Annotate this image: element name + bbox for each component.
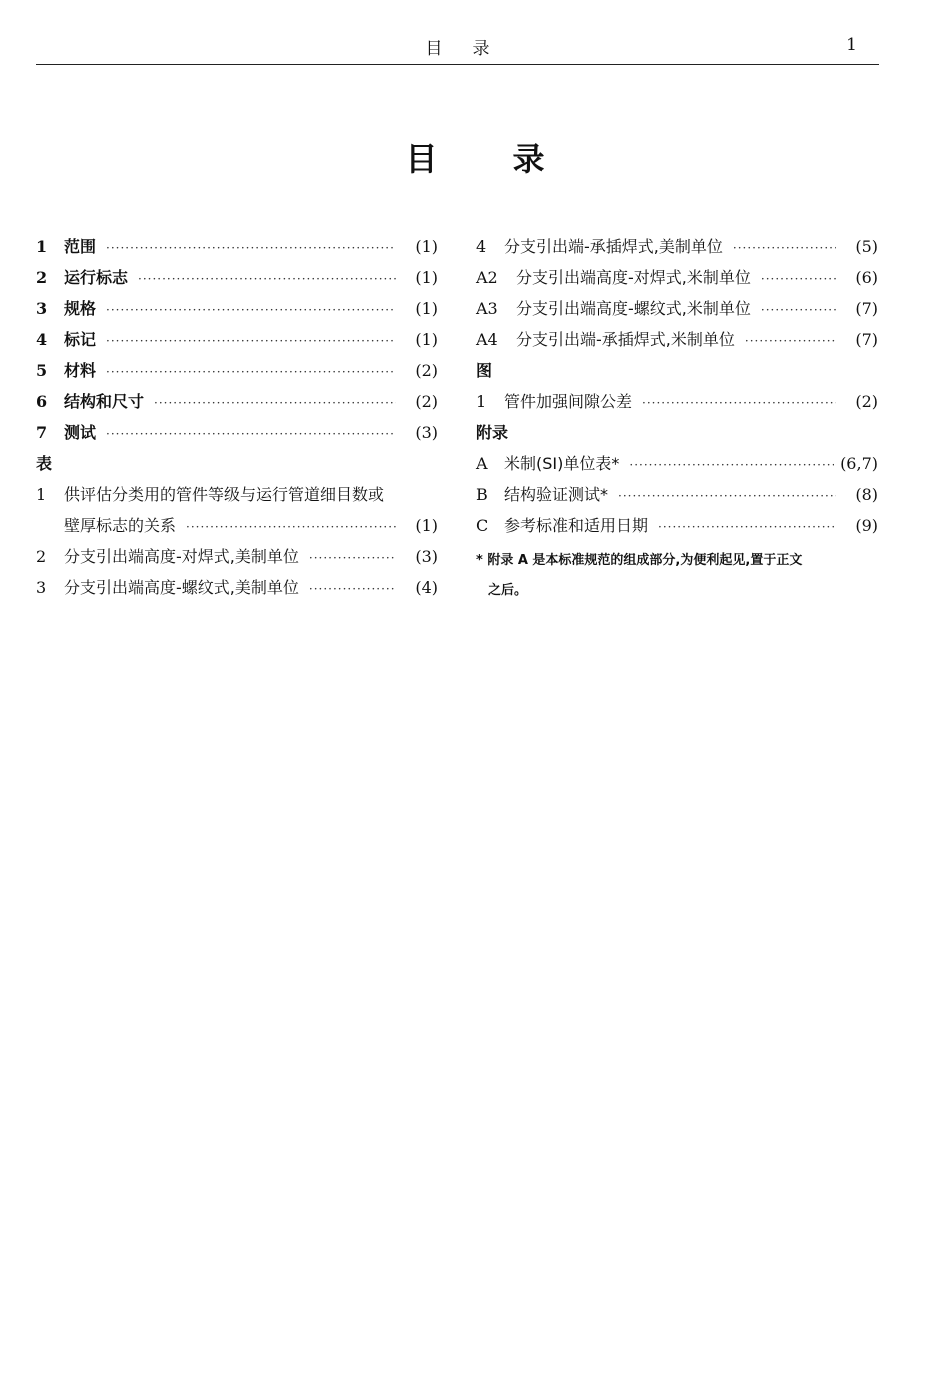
entry-label: 壁厚标志的关系 xyxy=(64,516,177,535)
entry-number: 2 xyxy=(36,547,47,566)
entry-number: 3 xyxy=(36,578,47,597)
entry-page: (7) xyxy=(855,330,878,349)
entry-number: 1 xyxy=(36,237,48,256)
dot-leader xyxy=(154,396,396,410)
toc-left-column xyxy=(36,234,438,606)
entry-label: 分支引出端-承插焊式,美制单位 xyxy=(504,237,723,256)
entry-number: 1 xyxy=(36,485,47,504)
dot-leader xyxy=(309,551,396,565)
entry-number: 4 xyxy=(476,237,487,256)
toc-entry[interactable] xyxy=(36,482,438,513)
toc-entry[interactable] xyxy=(36,420,438,451)
page-title: 目录 xyxy=(405,140,620,178)
dot-leader xyxy=(618,489,836,503)
entry-label: 分支引出端-承插焊式,米制单位 xyxy=(516,330,735,349)
entry-number: A3 xyxy=(476,299,498,318)
dot-leader xyxy=(106,241,396,255)
entry-page: (8) xyxy=(855,485,878,504)
footnote xyxy=(476,546,878,606)
footnote-line: 之后。 xyxy=(488,583,528,598)
entry-label: 运行标志 xyxy=(64,268,129,287)
entry-number: 3 xyxy=(36,299,48,318)
entry-page: (3) xyxy=(415,547,438,566)
entry-label: 范围 xyxy=(64,237,97,256)
dot-leader xyxy=(642,396,836,410)
dot-leader xyxy=(629,458,834,472)
entry-label: 分支引出端高度-螺纹式,米制单位 xyxy=(516,299,751,318)
entry-number: 6 xyxy=(36,392,48,411)
toc-entry[interactable] xyxy=(476,265,878,296)
entry-number: 1 xyxy=(476,392,487,411)
entry-label: 材料 xyxy=(64,361,97,380)
entry-label: 结构验证测试* xyxy=(504,485,609,504)
entry-page: (5) xyxy=(855,237,878,256)
toc-entry-continuation[interactable] xyxy=(36,513,438,544)
entry-label: 参考标准和适用日期 xyxy=(504,516,649,535)
entry-label: 分支引出端高度-对焊式,美制单位 xyxy=(64,547,299,566)
toc-right-column xyxy=(476,234,878,606)
entry-label: 供评估分类用的管件等级与运行管道细目数或 xyxy=(64,485,385,504)
toc-entry[interactable] xyxy=(36,358,438,389)
toc-entry[interactable] xyxy=(36,389,438,420)
entry-label: 测试 xyxy=(64,423,97,442)
entry-page: (6,7) xyxy=(840,454,878,473)
dot-leader xyxy=(733,241,836,255)
toc-entry[interactable] xyxy=(476,234,878,265)
toc-entry[interactable] xyxy=(36,544,438,575)
entry-label: 结构和尺寸 xyxy=(64,392,145,411)
dot-leader xyxy=(186,520,396,534)
entry-label: 规格 xyxy=(64,299,97,318)
appendix-heading: 附录 xyxy=(476,423,509,442)
running-header xyxy=(36,34,879,65)
entry-page: (1) xyxy=(415,330,438,349)
toc-entry[interactable] xyxy=(476,513,878,544)
entry-number: 4 xyxy=(36,330,48,349)
dot-leader xyxy=(106,427,396,441)
dot-leader xyxy=(309,582,396,596)
entry-page: (3) xyxy=(415,423,438,442)
dot-leader xyxy=(106,365,396,379)
entry-page: (2) xyxy=(415,361,438,380)
entry-label: 管件加强间隙公差 xyxy=(504,392,633,411)
figures-heading: 图 xyxy=(476,361,493,380)
toc-entry[interactable] xyxy=(476,482,878,513)
toc-entry[interactable] xyxy=(36,265,438,296)
entry-page: (1) xyxy=(415,237,438,256)
entry-label: 分支引出端高度-对焊式,米制单位 xyxy=(516,268,751,287)
dot-leader xyxy=(138,272,396,286)
entry-number: B xyxy=(476,485,488,504)
entry-page: (1) xyxy=(415,268,438,287)
dot-leader xyxy=(761,272,836,286)
entry-number: A2 xyxy=(476,268,498,287)
entry-number: 5 xyxy=(36,361,48,380)
dot-leader xyxy=(106,303,396,317)
entry-page: (7) xyxy=(855,299,878,318)
toc-entry[interactable] xyxy=(476,451,878,482)
dot-leader xyxy=(106,334,396,348)
page-number: 1 xyxy=(846,35,857,55)
toc-entry[interactable] xyxy=(36,296,438,327)
toc-entry[interactable] xyxy=(476,327,878,358)
toc-entry[interactable] xyxy=(36,234,438,265)
toc-entry[interactable] xyxy=(36,575,438,606)
dot-leader xyxy=(745,334,836,348)
dot-leader xyxy=(761,303,836,317)
entry-number: C xyxy=(476,516,489,535)
footnote-line: * 附录 A 是本标准规范的组成部分,为便利起见,置于正文 xyxy=(476,553,803,568)
entry-number: 7 xyxy=(36,423,48,442)
entry-page: (2) xyxy=(855,392,878,411)
entry-page: (1) xyxy=(415,516,438,535)
toc-entry[interactable] xyxy=(476,389,878,420)
entry-page: (2) xyxy=(415,392,438,411)
dot-leader xyxy=(658,520,836,534)
running-title: 目录 xyxy=(425,39,520,59)
entry-label: 米制(SI)单位表* xyxy=(504,454,620,473)
entry-number: 2 xyxy=(36,268,48,287)
entry-page: (1) xyxy=(415,299,438,318)
entry-page: (4) xyxy=(415,578,438,597)
toc-entry[interactable] xyxy=(36,327,438,358)
entry-number: A4 xyxy=(476,330,498,349)
entry-page: (6) xyxy=(855,268,878,287)
tables-heading: 表 xyxy=(36,454,53,473)
toc-entry[interactable] xyxy=(476,296,878,327)
entry-label: 标记 xyxy=(64,330,97,349)
entry-label: 分支引出端高度-螺纹式,美制单位 xyxy=(64,578,299,597)
entry-page: (9) xyxy=(855,516,878,535)
entry-number: A xyxy=(476,454,488,473)
